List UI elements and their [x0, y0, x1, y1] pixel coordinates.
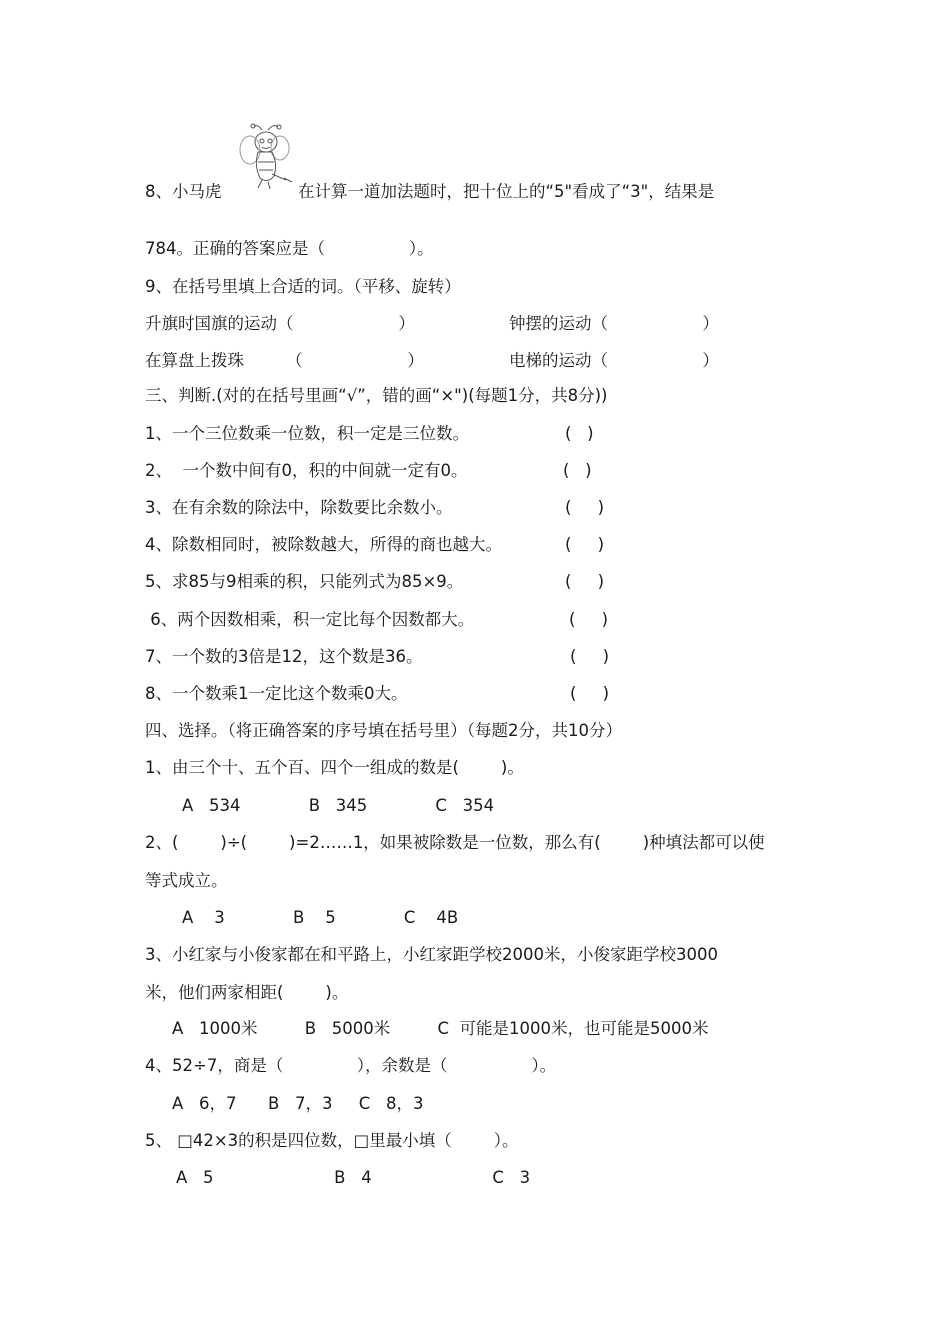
choose-q4: 4、52÷7，商是（ ），余数是（ ）。 [145, 1056, 557, 1075]
choose-q3-options: A 1000米 B 5000米 C 可能是1000米，也可能是5000米 [172, 1019, 709, 1038]
choose-q2-line1: 2、( )÷( )=2……1，如果被除数是一位数，那么有( )种填法都可以使 [145, 833, 765, 852]
choose-q2-line2: 等式成立。 [145, 871, 228, 890]
judge-paren-6: ( ) [569, 610, 609, 629]
choose-q1-options: A 534 B 345 C 354 [182, 796, 495, 815]
choose-q4-options: A 6，7 B 7，3 C 8，3 [172, 1094, 424, 1113]
judge-item-5: 5、求85与9相乘的积，只能列式为85×9。 [145, 572, 464, 591]
judge-paren-8: ( ) [570, 684, 610, 703]
choose-q5: 5、 □42×3的积是四位数，□里最小填（ ）。 [145, 1131, 519, 1150]
judge-item-1: 1、一个三位数乘一位数，积一定是三位数。 [145, 424, 469, 443]
judge-paren-7: ( ) [570, 647, 610, 666]
judge-item-4: 4、除数相同时，被除数越大，所得的商也越大。 [145, 535, 502, 554]
q9-row1-right: 钟摆的运动（ ） [509, 314, 719, 333]
q9-row1-left: 升旗时国旗的运动（ ） [145, 314, 415, 333]
judge-item-8: 8、一个数乘1一定比这个数乘0大。 [145, 684, 408, 703]
choose-q2-options: A 3 B 5 C 4B [182, 908, 459, 927]
choose-title: 四、选择。（将正确答案的序号填在括号里）（每题2分，共10分） [145, 721, 622, 740]
q9-row2-left: 在算盘上拨珠 （ ） [145, 351, 424, 370]
q9-row2-right: 电梯的运动（ ） [509, 351, 719, 370]
choose-q3-line2: 米，他们两家相距( )。 [145, 983, 349, 1002]
choose-q1: 1、由三个十、五个百、四个一组成的数是( )。 [145, 758, 524, 777]
judge-item-6: 6、两个因数相乘，积一定比每个因数都大。 [145, 610, 475, 629]
judge-paren-5: ( ) [565, 572, 605, 591]
judge-paren-3: ( ) [565, 498, 605, 517]
q8-suffix: 在计算一道加法题时，把十位上的“5"看成了“3"，结果是 [298, 182, 715, 201]
judge-paren-2: ( ) [563, 461, 592, 480]
q8-line2: 784。正确的答案应是（ ）。 [145, 239, 434, 258]
judge-title: 三、判断.(对的在括号里画“√”，错的画“×")(每题1分，共8分)) [145, 386, 608, 405]
judge-paren-4: ( ) [565, 535, 605, 554]
judge-item-7: 7、一个数的3倍是12，这个数是36。 [145, 647, 423, 666]
judge-item-2: 2、 一个数中间有0，积的中间就一定有0。 [145, 461, 468, 480]
bee-illustration [236, 122, 294, 192]
choose-q5-options: A 5 B 4 C 3 [176, 1168, 531, 1187]
judge-item-3: 3、在有余数的除法中，除数要比余数小。 [145, 498, 453, 517]
q8-prefix: 8、小马虎 [145, 182, 222, 201]
judge-paren-1: ( ) [565, 424, 594, 443]
q9-title: 9、在括号里填上合适的词。（平移、旋转） [145, 277, 461, 296]
choose-q3-line1: 3、小红家与小俊家都在和平路上，小红家距学校2000米，小俊家距学校3000 [145, 945, 718, 964]
